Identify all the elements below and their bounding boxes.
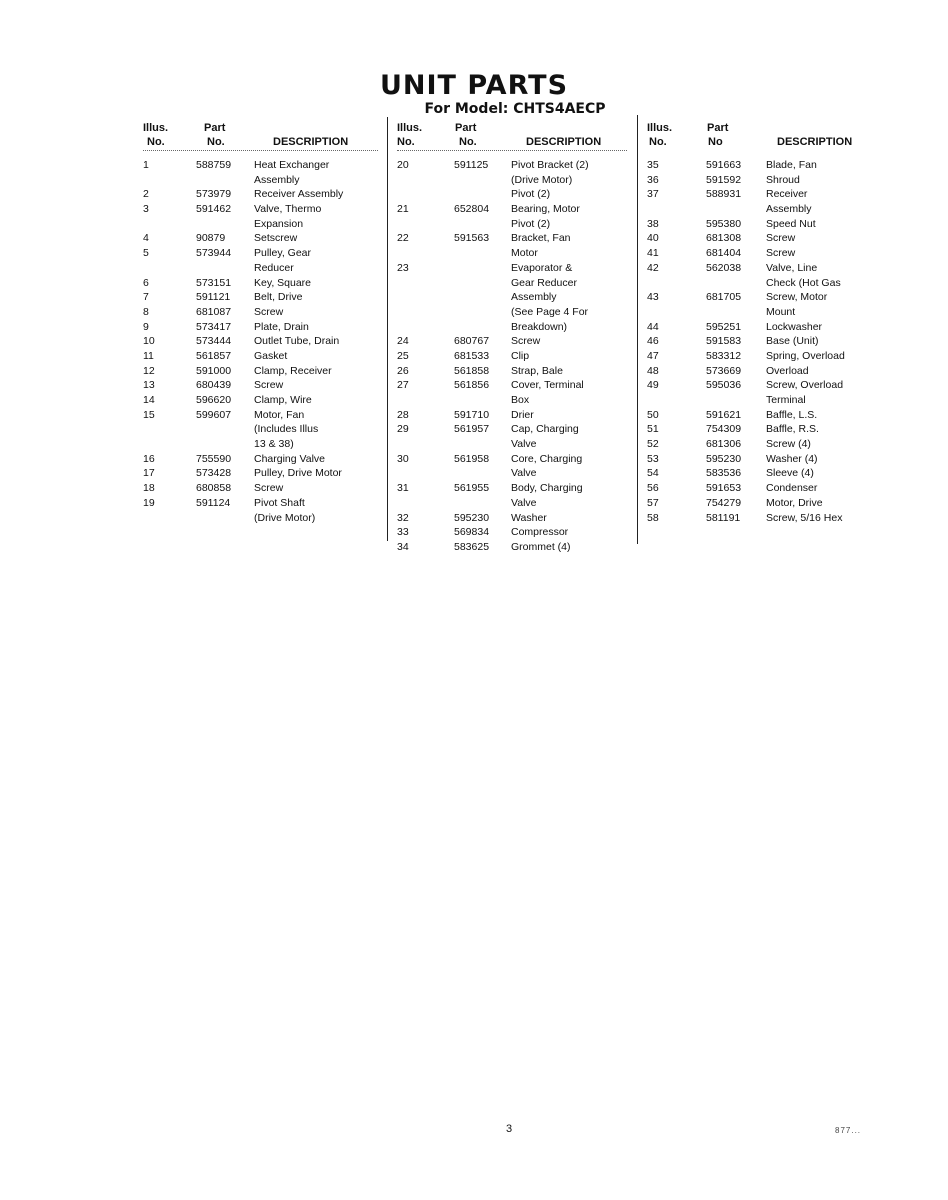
illus-number: 48 [647,364,659,377]
parts-row [647,452,877,467]
parts-row [397,540,627,555]
part-description: Check (Hot Gas [766,276,841,289]
part-description: 13 & 38) [254,438,294,451]
parts-row [647,231,877,246]
part-description: Screw [254,379,284,392]
parts-row [397,378,627,393]
part-description: Valve [511,467,537,480]
parts-row [397,158,627,173]
part-description: Valve [511,438,537,451]
part-number: 595230 [454,511,490,524]
part-number: 588931 [706,188,742,201]
parts-row [143,290,378,305]
part-number: 591124 [196,496,231,509]
part-description: Blade, Fan [766,159,817,171]
parts-row [397,231,627,246]
part-description: Grommet (4) [511,540,571,553]
part-description: Outlet Tube, Drain [254,335,340,348]
parts-row [397,320,627,335]
parts-row [143,496,378,511]
parts-row [647,158,877,173]
parts-row [143,187,378,202]
illus-number: 21 [397,203,409,216]
parts-row [397,452,627,467]
parts-row [143,422,378,437]
parts-row [143,246,378,261]
illus-number: 34 [397,540,409,553]
part-description: Washer [511,511,547,524]
part-number: 591592 [706,173,742,186]
part-description: Motor [511,247,538,260]
part-description: Condenser [766,482,818,495]
part-number: 595251 [706,320,742,333]
parts-row [143,173,378,188]
illus-number: 26 [397,364,409,377]
illus-number: 50 [647,408,659,421]
part-number: 561858 [454,364,490,377]
parts-row [647,393,877,408]
parts-row [397,511,627,526]
illus-number: 35 [647,159,659,171]
part-number: 561958 [454,452,490,465]
part-description: Core, Charging [511,452,583,465]
part-header-line2: No [708,136,723,148]
part-description: Assembly [511,291,557,304]
part-description: Clip [511,349,530,362]
parts-row [647,305,877,320]
parts-row [397,364,627,379]
part-number: 680767 [454,335,490,348]
part-number: 591000 [196,364,232,377]
part-header-line2: No. [207,136,225,148]
part-description: Valve, Thermo [254,203,322,216]
part-number: 681533 [454,349,490,362]
parts-row [647,246,877,261]
illus-number: 9 [143,320,149,333]
parts-row [397,290,627,305]
part-number: 681306 [706,438,742,451]
parts-row [143,452,378,467]
parts-row [397,422,627,437]
part-number: 561857 [196,349,232,362]
part-description: Mount [766,305,796,318]
model-subtitle: For Model: CHTS4AECP [424,101,606,117]
part-description: Spring, Overload [766,349,845,362]
part-description: Breakdown) [511,320,568,333]
part-description: Charging Valve [254,452,326,465]
parts-row [647,290,877,305]
part-number: 596620 [196,394,232,406]
part-description: (See Page 4 For [511,305,589,318]
parts-row [647,261,877,276]
part-number: 599607 [196,408,232,421]
parts-row [647,408,877,423]
parts-row [143,511,378,526]
part-description: (Drive Motor) [254,511,316,524]
illus-number: 2 [143,188,149,201]
illus-number: 15 [143,408,155,421]
part-number: 591621 [706,408,742,421]
part-header-line2: No. [459,136,477,148]
illus-number: 10 [143,335,155,348]
part-number: 573417 [196,320,232,333]
illus-number: 44 [647,320,659,333]
parts-row [143,378,378,393]
illus-number: 38 [647,217,659,230]
parts-row [647,496,877,511]
illus-number: 31 [397,482,409,495]
parts-row [397,334,627,349]
part-description: Screw, 5/16 Hex [766,511,843,524]
part-description: Strap, Bale [511,364,563,377]
parts-row [143,305,378,320]
illus-number: 27 [397,379,409,392]
part-number: 573444 [196,335,232,348]
parts-row [143,437,378,452]
part-number: 561955 [454,482,490,495]
illus-header-line1: Illus. [143,122,169,134]
part-description: Bracket, Fan [511,232,571,245]
part-number: 681404 [706,247,742,260]
parts-row [647,173,877,188]
part-description: Heat Exchanger [254,159,330,171]
description-header: DESCRIPTION [273,136,349,148]
part-description: Screw, Overload [766,379,844,392]
parts-rows [647,158,877,525]
page-title: UNIT PARTS [379,70,569,101]
header-rule [397,150,627,151]
part-description: Valve [511,496,537,509]
column-header [647,121,877,151]
illus-number: 23 [397,261,409,274]
part-number: 573944 [196,247,232,260]
part-description: (Includes Illus [254,423,319,436]
illus-number: 49 [647,379,659,392]
parts-row [143,481,378,496]
parts-row [647,481,877,496]
parts-row [143,276,378,291]
page-number: 3 [506,1123,513,1135]
part-description: Terminal [766,394,806,406]
parts-row [397,202,627,217]
part-header-line1: Part [204,122,226,134]
illus-header-line1: Illus. [647,122,673,134]
part-number: 591653 [706,482,742,495]
part-description: Washer (4) [766,452,818,465]
parts-rows [397,158,627,555]
part-description: Evaporator & [511,261,573,274]
part-description: Pivot (2) [511,188,551,201]
part-description: Pulley, Gear [254,247,311,260]
part-description: Drier [511,408,534,421]
part-number: 561856 [454,379,490,392]
illus-number: 46 [647,335,659,348]
part-number: 591710 [454,408,490,421]
parts-row [143,466,378,481]
illus-number: 41 [647,247,659,260]
column-divider-right [637,115,638,544]
part-number: 591583 [706,335,742,348]
part-description: Motor, Fan [254,408,305,421]
part-header-line1: Part [455,122,477,134]
part-description: Screw [254,305,284,318]
illus-number: 3 [143,203,149,216]
part-description: Box [511,394,530,406]
illus-number: 8 [143,305,149,318]
part-number: 90879 [196,232,226,245]
illus-header-line2: No. [649,136,667,148]
parts-row [647,334,877,349]
parts-row [143,349,378,364]
illus-number: 29 [397,423,409,436]
parts-row [397,393,627,408]
parts-row [397,173,627,188]
part-description: Baffle, L.S. [766,408,818,421]
parts-row [143,217,378,232]
parts-row [143,202,378,217]
part-number: 595380 [706,217,742,230]
parts-row [143,158,378,173]
part-description: Cap, Charging [511,423,579,436]
description-header: DESCRIPTION [526,136,602,148]
part-description: (Drive Motor) [511,173,573,186]
illus-number: 19 [143,496,155,509]
part-number: 754279 [706,496,742,509]
parts-row [647,202,877,217]
illus-number: 54 [647,467,659,480]
illus-header-line1: Illus. [397,122,423,134]
illus-number: 37 [647,188,659,201]
illus-number: 12 [143,364,155,377]
parts-row [647,364,877,379]
part-number: 680439 [196,379,232,392]
part-number: 583625 [454,540,490,553]
part-description: Key, Square [254,276,312,289]
part-description: Expansion [254,217,304,230]
parts-row [647,320,877,335]
part-description: Screw [511,335,541,348]
part-description: Speed Nut [766,217,816,230]
parts-row [397,466,627,481]
illus-number: 36 [647,173,659,186]
part-number: 652804 [454,203,490,216]
illus-number: 13 [143,379,155,392]
illus-number: 56 [647,482,659,495]
parts-row [647,466,877,481]
illus-number: 57 [647,496,659,509]
parts-row [143,261,378,276]
parts-row [397,187,627,202]
parts-row [397,437,627,452]
illus-number: 5 [143,247,149,260]
part-number: 562038 [706,261,742,274]
part-number: 573979 [196,188,232,201]
parts-row [397,246,627,261]
parts-row [397,261,627,276]
part-description: Receiver [766,188,808,201]
illus-header-line2: No. [397,136,415,148]
part-description: Clamp, Wire [254,394,312,406]
part-description: Valve, Line [766,261,818,274]
illus-number: 7 [143,291,149,304]
parts-row [143,408,378,423]
parts-column-3 [647,121,877,525]
part-description: Screw [766,232,796,245]
parts-row [647,217,877,232]
part-number: 595230 [706,452,742,465]
part-number: 581191 [706,511,741,524]
part-number: 595036 [706,379,742,392]
parts-row [647,276,877,291]
part-description: Clamp, Receiver [254,364,332,377]
part-description: Plate, Drain [254,320,309,333]
parts-row [397,496,627,511]
part-number: 583312 [706,349,742,362]
part-number: 754309 [706,423,742,436]
part-description: Gear Reducer [511,276,577,289]
part-number: 591462 [196,203,232,216]
illus-number: 20 [397,159,409,171]
illus-number: 58 [647,511,659,524]
part-header-line1: Part [707,122,729,134]
illus-number: 24 [397,335,409,348]
part-description: Pivot (2) [511,217,551,230]
part-number: 583536 [706,467,742,480]
illus-header-line2: No. [147,136,165,148]
part-description: Base (Unit) [766,335,819,348]
part-description: Pivot Shaft [254,496,305,509]
part-number: 591663 [706,159,742,171]
illus-number: 28 [397,408,409,421]
parts-row [647,437,877,452]
illus-number: 42 [647,261,659,274]
parts-row [143,393,378,408]
part-number: 561957 [454,423,490,436]
column-divider-left [387,117,388,541]
part-description: Screw [254,482,284,495]
parts-rows [143,158,378,525]
parts-row [397,305,627,320]
parts-row [647,187,877,202]
illus-number: 22 [397,232,409,245]
parts-row [143,231,378,246]
illus-number: 32 [397,511,409,524]
part-description: Reducer [254,261,294,274]
parts-row [647,422,877,437]
parts-row [647,511,877,526]
part-description: Overload [766,364,809,377]
illus-number: 4 [143,232,149,245]
part-number: 755590 [196,452,232,465]
illus-number: 51 [647,423,659,436]
part-description: Gasket [254,349,288,362]
part-number: 569834 [454,526,490,539]
part-description: Screw [766,247,796,260]
illus-number: 14 [143,394,155,406]
part-description: Receiver Assembly [254,188,344,201]
part-description: Assembly [254,173,300,186]
illus-number: 25 [397,349,409,362]
description-header: DESCRIPTION [777,136,853,148]
part-number: 573428 [196,467,232,480]
part-number: 591121 [196,291,231,304]
part-description: Pulley, Drive Motor [254,467,342,480]
header-rule [143,150,378,151]
part-description: Assembly [766,203,812,216]
part-description: Screw (4) [766,438,811,451]
part-number: 573669 [706,364,742,377]
part-description: Baffle, R.S. [766,423,819,436]
part-number: 591125 [454,159,489,171]
part-description: Shroud [766,173,800,186]
illus-number: 1 [143,159,149,171]
illus-number: 30 [397,452,409,465]
part-number: 588759 [196,159,232,171]
parts-row [397,408,627,423]
illus-number: 33 [397,526,409,539]
part-number: 681705 [706,291,742,304]
part-description: Screw, Motor [766,291,828,304]
column-header [143,121,378,151]
illus-number: 16 [143,452,155,465]
column-header [397,121,627,151]
part-number: 591563 [454,232,490,245]
parts-row [397,217,627,232]
parts-column-2 [397,121,627,555]
illus-number: 43 [647,291,659,304]
part-description: Pivot Bracket (2) [511,159,589,171]
part-description: Cover, Terminal [511,379,584,392]
parts-row [397,525,627,540]
part-number: 681087 [196,305,232,318]
part-description: Belt, Drive [254,291,303,304]
part-number: 681308 [706,232,742,245]
part-description: Compressor [511,526,569,539]
part-description: Bearing, Motor [511,203,580,216]
parts-row [143,364,378,379]
illus-number: 52 [647,438,659,451]
illus-number: 47 [647,349,659,362]
parts-row [143,334,378,349]
parts-row [397,481,627,496]
part-number: 573151 [196,276,232,289]
illus-number: 17 [143,467,155,480]
illus-number: 18 [143,482,155,495]
part-description: Lockwasher [766,320,823,333]
parts-row [647,349,877,364]
parts-row [397,349,627,364]
illus-number: 6 [143,276,149,289]
parts-row [143,320,378,335]
part-number: 680858 [196,482,232,495]
part-description: Sleeve (4) [766,467,814,480]
illus-number: 11 [143,349,154,362]
parts-row [397,276,627,291]
parts-row [647,378,877,393]
illus-number: 53 [647,452,659,465]
part-description: Setscrew [254,232,298,245]
part-description: Motor, Drive [766,496,823,509]
parts-column-1 [143,121,378,525]
document-code: 877... [835,1126,862,1135]
part-description: Body, Charging [511,482,583,495]
illus-number: 40 [647,232,659,245]
